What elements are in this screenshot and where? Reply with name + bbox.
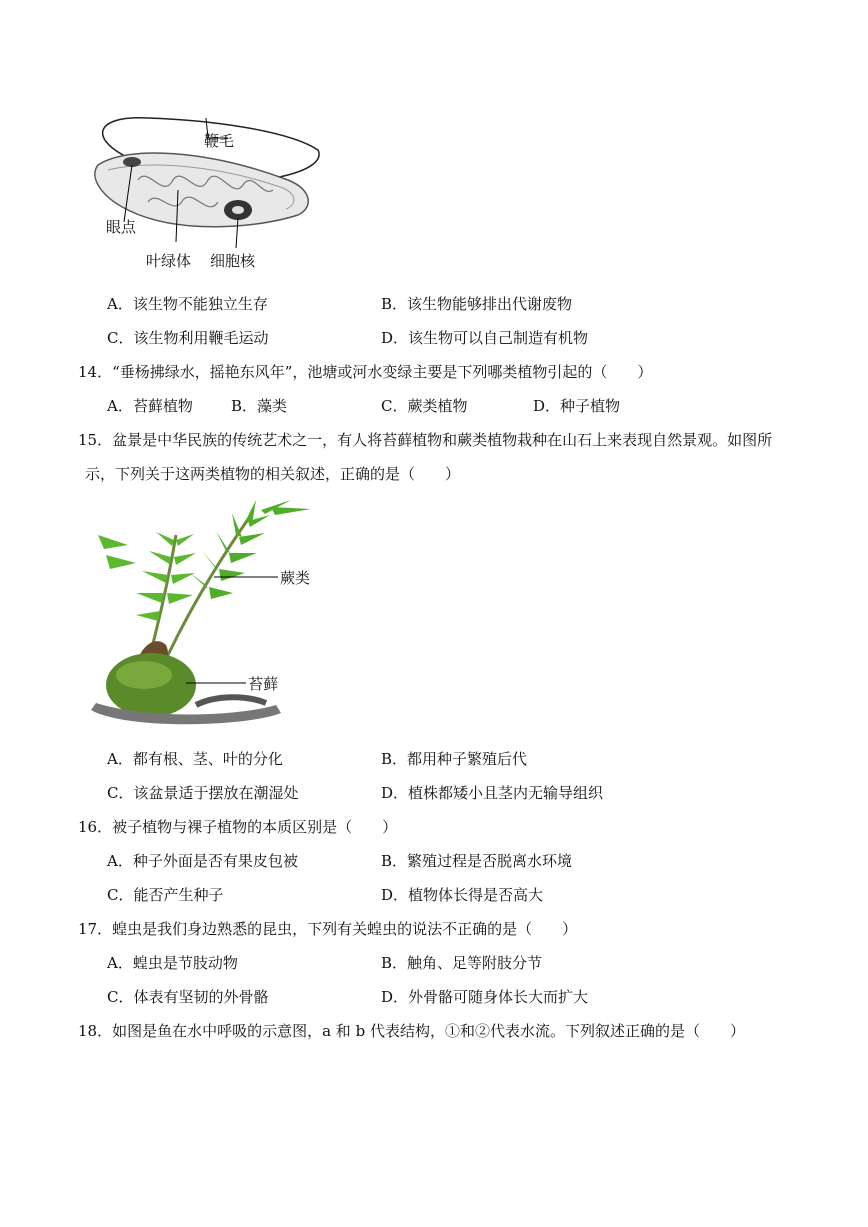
q14-option-b: B．藻类 [231, 397, 288, 415]
q18-stem: 18．如图是鱼在水中呼吸的示意图，a 和 b 代表结构，①和②代表水流。下列叙述正确的是（ ） [78, 1022, 745, 1040]
q17-option-d: D．外骨骼可随身体长大而扩大 [381, 988, 589, 1006]
q17-option-b: B．触角、足等附肢分节 [381, 954, 543, 972]
bonsai-figure [86, 495, 331, 735]
flagellum-label: 鞭毛 [204, 132, 235, 150]
q15-option-b: B．都用种子繁殖后代 [381, 750, 528, 768]
q16-option-c: C．能否产生种子 [107, 886, 224, 904]
q16-option-a: A．种子外面是否有果皮包被 [107, 852, 298, 870]
q13-option-c: C．该生物利用鞭毛运动 [107, 329, 269, 347]
q14-option-c: C．蕨类植物 [381, 397, 468, 415]
q16-option-d: D．植物体长得是否高大 [381, 886, 544, 904]
moss-label: 苔藓 [248, 675, 279, 693]
q14-stem: 14．“垂杨拂绿水，摇艳东风年”，池塘或河水变绿主要是下列哪类植物引起的（ ） [78, 363, 653, 381]
q15-option-c: C．该盆景适于摆放在潮湿处 [107, 784, 299, 802]
q15-option-d: D．植株都矮小且茎内无输导组织 [381, 784, 604, 802]
euglena-figure [88, 110, 328, 275]
bonsai-drawing [86, 495, 331, 735]
fern-label: 蕨类 [280, 569, 311, 587]
nucleus-label: 细胞核 [210, 252, 256, 270]
q15-stem-line2: 示，下列关于这两类植物的相关叙述，正确的是（ ） [85, 465, 461, 483]
q13-option-b: B．该生物能够排出代谢废物 [381, 295, 573, 313]
q14-option-d: D．种子植物 [533, 397, 621, 415]
q14-option-a: A．苔藓植物 [107, 397, 193, 415]
q16-option-b: B．繁殖过程是否脱离水环境 [381, 852, 573, 870]
q13-option-a: A．该生物不能独立生存 [107, 295, 268, 313]
q15-option-a: A．都有根、茎、叶的分化 [107, 750, 283, 768]
q17-option-a: A．蝗虫是节肢动物 [107, 954, 238, 972]
q15-stem-line1: 15．盆景是中华民族的传统艺术之一，有人将苔藓植物和蕨类植物栽种在山石上来表现自然景观。如图所 [78, 431, 773, 449]
q17-stem: 17．蝗虫是我们身边熟悉的昆虫，下列有关蝗虫的说法不正确的是（ ） [78, 920, 578, 938]
q17-option-c: C．体表有坚韧的外骨骼 [107, 988, 269, 1006]
eyespot-label: 眼点 [106, 218, 137, 236]
q13-option-d: D．该生物可以自己制造有机物 [381, 329, 589, 347]
q16-stem: 16．被子植物与裸子植物的本质区别是（ ） [78, 818, 398, 836]
chloroplast-label: 叶绿体 [146, 252, 192, 270]
